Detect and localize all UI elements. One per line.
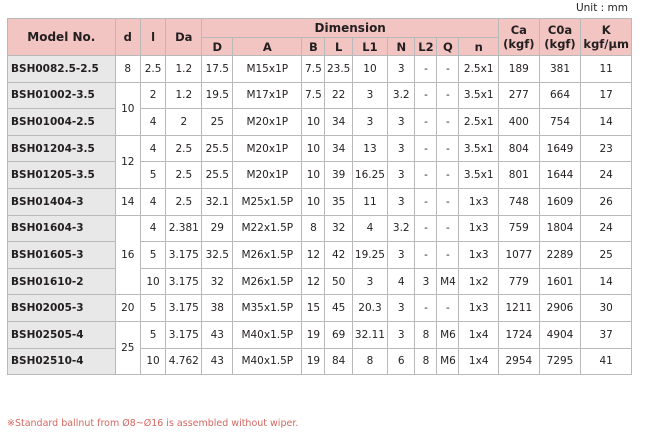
n-cell: 3: [388, 242, 415, 269]
ca-cell: 277: [499, 82, 540, 109]
a-cell: M17x1P: [233, 82, 302, 109]
header-k-label: K: [601, 23, 611, 37]
l2-cell: -: [415, 242, 437, 269]
da-cell: 3.175: [166, 268, 202, 295]
a-cell: M20x1P: [233, 162, 302, 189]
d-cell: 25: [202, 109, 233, 136]
b-cell: 10: [302, 135, 325, 162]
header-n: n: [459, 38, 499, 56]
n-cell: 3: [388, 109, 415, 136]
k-cell: 14: [581, 109, 632, 136]
c0a-cell: 4904: [539, 321, 581, 348]
l1-cell: 3: [352, 82, 387, 109]
unit-label: Unit : mm: [575, 2, 628, 14]
c0a-cell: 1644: [539, 162, 581, 189]
da-cell: 3.175: [166, 295, 202, 322]
d-cell: 10: [115, 82, 140, 135]
ca-cell: 2954: [499, 348, 540, 375]
n-cell: 1x3: [459, 295, 499, 322]
n-cell: 6: [388, 348, 415, 375]
l-cell: 22: [325, 82, 352, 109]
q-cell: -: [437, 242, 459, 269]
header-k-unit: kgf/μm: [583, 37, 629, 51]
header-c0a-unit: (kgf): [544, 37, 576, 51]
l-cell: 4: [140, 188, 165, 215]
d-cell: 29: [202, 215, 233, 242]
a-cell: M35x1.5P: [233, 295, 302, 322]
b-cell: 8: [302, 215, 325, 242]
table-row: [8, 82, 632, 109]
model-cell: BSH02005-3: [8, 295, 116, 322]
d-cell: 38: [202, 295, 233, 322]
d-cell: 17.5: [202, 56, 233, 83]
a-cell: M40x1.5P: [233, 348, 302, 375]
d-cell: 12: [115, 135, 140, 188]
l1-cell: 10: [352, 56, 387, 83]
n-cell: 3: [388, 135, 415, 162]
a-cell: M40x1.5P: [233, 321, 302, 348]
table-row: [8, 295, 632, 322]
k-cell: 23: [581, 135, 632, 162]
l2-cell: -: [415, 56, 437, 83]
table-row: [8, 109, 632, 136]
d-cell: 32.5: [202, 242, 233, 269]
d-cell: 25.5: [202, 162, 233, 189]
header-l: l: [140, 19, 165, 56]
l-cell: 5: [140, 162, 165, 189]
k-cell: 25: [581, 242, 632, 269]
l-cell: 42: [325, 242, 352, 269]
c0a-cell: 7295: [539, 348, 581, 375]
l2-cell: -: [415, 109, 437, 136]
l-cell: 4: [140, 135, 165, 162]
da-cell: 2: [166, 109, 202, 136]
d-cell: 32: [202, 268, 233, 295]
header-da: Da: [166, 19, 202, 56]
model-cell: BSH01002-3.5: [8, 82, 116, 109]
b-cell: 10: [302, 109, 325, 136]
k-cell: 17: [581, 82, 632, 109]
l1-cell: 3: [352, 268, 387, 295]
ca-cell: 1077: [499, 242, 540, 269]
ca-cell: 804: [499, 135, 540, 162]
da-cell: 1.2: [166, 56, 202, 83]
n-cell: 1x4: [459, 321, 499, 348]
c0a-cell: 1649: [539, 135, 581, 162]
model-cell: BSH02510-4: [8, 348, 116, 375]
n-cell: 3: [388, 162, 415, 189]
l-cell: 4: [140, 109, 165, 136]
d-cell: 16: [115, 215, 140, 295]
q-cell: -: [437, 215, 459, 242]
l-cell: 34: [325, 135, 352, 162]
header-B: B: [302, 38, 325, 56]
d-cell: 19.5: [202, 82, 233, 109]
l2-cell: 8: [415, 348, 437, 375]
c0a-cell: 754: [539, 109, 581, 136]
n-cell: 2.5x1: [459, 56, 499, 83]
model-cell: BSH01004-2.5: [8, 109, 116, 136]
n-cell: 3: [388, 295, 415, 322]
k-cell: 11: [581, 56, 632, 83]
q-cell: -: [437, 82, 459, 109]
n-cell: 1x3: [459, 215, 499, 242]
da-cell: 3.175: [166, 321, 202, 348]
spec-table: [7, 18, 632, 375]
header-N: N: [388, 38, 415, 56]
header-d: d: [115, 19, 140, 56]
q-cell: -: [437, 56, 459, 83]
table-row: [8, 135, 632, 162]
model-cell: BSH02505-4: [8, 321, 116, 348]
model-cell: BSH0082.5-2.5: [8, 56, 116, 83]
ca-cell: 748: [499, 188, 540, 215]
table-row: [8, 321, 632, 348]
l-cell: 35: [325, 188, 352, 215]
n-cell: 1x3: [459, 188, 499, 215]
table-body: [8, 56, 632, 375]
d-cell: 32.1: [202, 188, 233, 215]
k-cell: 24: [581, 162, 632, 189]
l-cell: 39: [325, 162, 352, 189]
q-cell: -: [437, 295, 459, 322]
header-A: A: [233, 38, 302, 56]
c0a-cell: 1609: [539, 188, 581, 215]
l-cell: 32: [325, 215, 352, 242]
b-cell: 19: [302, 348, 325, 375]
da-cell: 2.5: [166, 135, 202, 162]
q-cell: M6: [437, 348, 459, 375]
c0a-cell: 664: [539, 82, 581, 109]
a-cell: M25x1.5P: [233, 188, 302, 215]
l-cell: 4: [140, 215, 165, 242]
q-cell: M6: [437, 321, 459, 348]
model-cell: BSH01205-3.5: [8, 162, 116, 189]
l1-cell: 16.25: [352, 162, 387, 189]
l2-cell: -: [415, 295, 437, 322]
n-cell: 4: [388, 268, 415, 295]
n-cell: 3.2: [388, 215, 415, 242]
c0a-cell: 381: [539, 56, 581, 83]
header-model: Model No.: [8, 19, 116, 56]
l1-cell: 20.3: [352, 295, 387, 322]
l2-cell: -: [415, 188, 437, 215]
n-cell: 3.5x1: [459, 135, 499, 162]
l-cell: 34: [325, 109, 352, 136]
a-cell: M20x1P: [233, 135, 302, 162]
d-cell: 43: [202, 321, 233, 348]
l2-cell: -: [415, 82, 437, 109]
k-cell: 37: [581, 321, 632, 348]
header-ca-label: Ca: [510, 23, 527, 37]
n-cell: 3: [388, 56, 415, 83]
l1-cell: 3: [352, 109, 387, 136]
l-cell: 69: [325, 321, 352, 348]
l2-cell: 3: [415, 268, 437, 295]
b-cell: 15: [302, 295, 325, 322]
l1-cell: 13: [352, 135, 387, 162]
table-row: [8, 162, 632, 189]
ca-cell: 1724: [499, 321, 540, 348]
l-cell: 5: [140, 321, 165, 348]
da-cell: 2.381: [166, 215, 202, 242]
header-c0a-label: C0a: [547, 23, 573, 37]
table-row: [8, 268, 632, 295]
a-cell: M26x1.5P: [233, 268, 302, 295]
ca-cell: 400: [499, 109, 540, 136]
l-cell: 5: [140, 295, 165, 322]
q-cell: -: [437, 109, 459, 136]
k-cell: 30: [581, 295, 632, 322]
n-cell: 3.5x1: [459, 82, 499, 109]
l-cell: 50: [325, 268, 352, 295]
b-cell: 10: [302, 188, 325, 215]
table-row: [8, 348, 632, 375]
q-cell: -: [437, 188, 459, 215]
k-cell: 26: [581, 188, 632, 215]
l-cell: 2: [140, 82, 165, 109]
l2-cell: -: [415, 135, 437, 162]
c0a-cell: 2289: [539, 242, 581, 269]
l1-cell: 8: [352, 348, 387, 375]
l2-cell: -: [415, 162, 437, 189]
l1-cell: 4: [352, 215, 387, 242]
table-row: [8, 242, 632, 269]
d-cell: 25.5: [202, 135, 233, 162]
b-cell: 7.5: [302, 56, 325, 83]
l-cell: 10: [140, 268, 165, 295]
l-cell: 84: [325, 348, 352, 375]
k-cell: 41: [581, 348, 632, 375]
table-row: [8, 215, 632, 242]
q-cell: -: [437, 135, 459, 162]
footnote: ※Standard ballnut from Ø8~Ø16 is assembled without wiper.: [7, 418, 299, 429]
ca-cell: 1211: [499, 295, 540, 322]
a-cell: M26x1.5P: [233, 242, 302, 269]
model-cell: BSH01604-3: [8, 215, 116, 242]
n-cell: 3.2: [388, 82, 415, 109]
l2-cell: 8: [415, 321, 437, 348]
header-Q: Q: [437, 38, 459, 56]
ca-cell: 779: [499, 268, 540, 295]
n-cell: 1x4: [459, 348, 499, 375]
a-cell: M20x1P: [233, 109, 302, 136]
n-cell: 1x2: [459, 268, 499, 295]
n-cell: 1x3: [459, 242, 499, 269]
n-cell: 3.5x1: [459, 162, 499, 189]
header-k: [581, 19, 632, 56]
header-D: D: [202, 38, 233, 56]
n-cell: 2.5x1: [459, 109, 499, 136]
model-cell: BSH01610-2: [8, 268, 116, 295]
da-cell: 2.5: [166, 188, 202, 215]
header-L2: L2: [415, 38, 437, 56]
header-ca-unit: (kgf): [503, 37, 535, 51]
k-cell: 14: [581, 268, 632, 295]
b-cell: 12: [302, 268, 325, 295]
table-row: [8, 188, 632, 215]
a-cell: M15x1P: [233, 56, 302, 83]
c0a-cell: 2906: [539, 295, 581, 322]
b-cell: 12: [302, 242, 325, 269]
ca-cell: 189: [499, 56, 540, 83]
da-cell: 1.2: [166, 82, 202, 109]
a-cell: M22x1.5P: [233, 215, 302, 242]
ca-cell: 801: [499, 162, 540, 189]
model-cell: BSH01404-3: [8, 188, 116, 215]
l-cell: 45: [325, 295, 352, 322]
d-cell: 43: [202, 348, 233, 375]
l-cell: 5: [140, 242, 165, 269]
l1-cell: 19.25: [352, 242, 387, 269]
q-cell: M4: [437, 268, 459, 295]
da-cell: 4.762: [166, 348, 202, 375]
c0a-cell: 1601: [539, 268, 581, 295]
model-cell: BSH01605-3: [8, 242, 116, 269]
c0a-cell: 1804: [539, 215, 581, 242]
header-ca: [499, 19, 540, 56]
d-cell: 8: [115, 56, 140, 83]
header-dimension: Dimension: [202, 19, 499, 38]
d-cell: 25: [115, 321, 140, 374]
header-L1: L1: [352, 38, 387, 56]
l2-cell: -: [415, 215, 437, 242]
table-row: [8, 56, 632, 83]
l1-cell: 11: [352, 188, 387, 215]
da-cell: 2.5: [166, 162, 202, 189]
d-cell: 14: [115, 188, 140, 215]
ca-cell: 759: [499, 215, 540, 242]
q-cell: -: [437, 162, 459, 189]
l-cell: 10: [140, 348, 165, 375]
table-header: [8, 19, 632, 56]
header-c0a: [539, 19, 581, 56]
n-cell: 3: [388, 188, 415, 215]
da-cell: 3.175: [166, 242, 202, 269]
k-cell: 24: [581, 215, 632, 242]
n-cell: 3: [388, 321, 415, 348]
l-cell: 2.5: [140, 56, 165, 83]
b-cell: 19: [302, 321, 325, 348]
l-cell: 23.5: [325, 56, 352, 83]
b-cell: 7.5: [302, 82, 325, 109]
header-L: L: [325, 38, 352, 56]
d-cell: 20: [115, 295, 140, 322]
l1-cell: 32.11: [352, 321, 387, 348]
model-cell: BSH01204-3.5: [8, 135, 116, 162]
b-cell: 10: [302, 162, 325, 189]
